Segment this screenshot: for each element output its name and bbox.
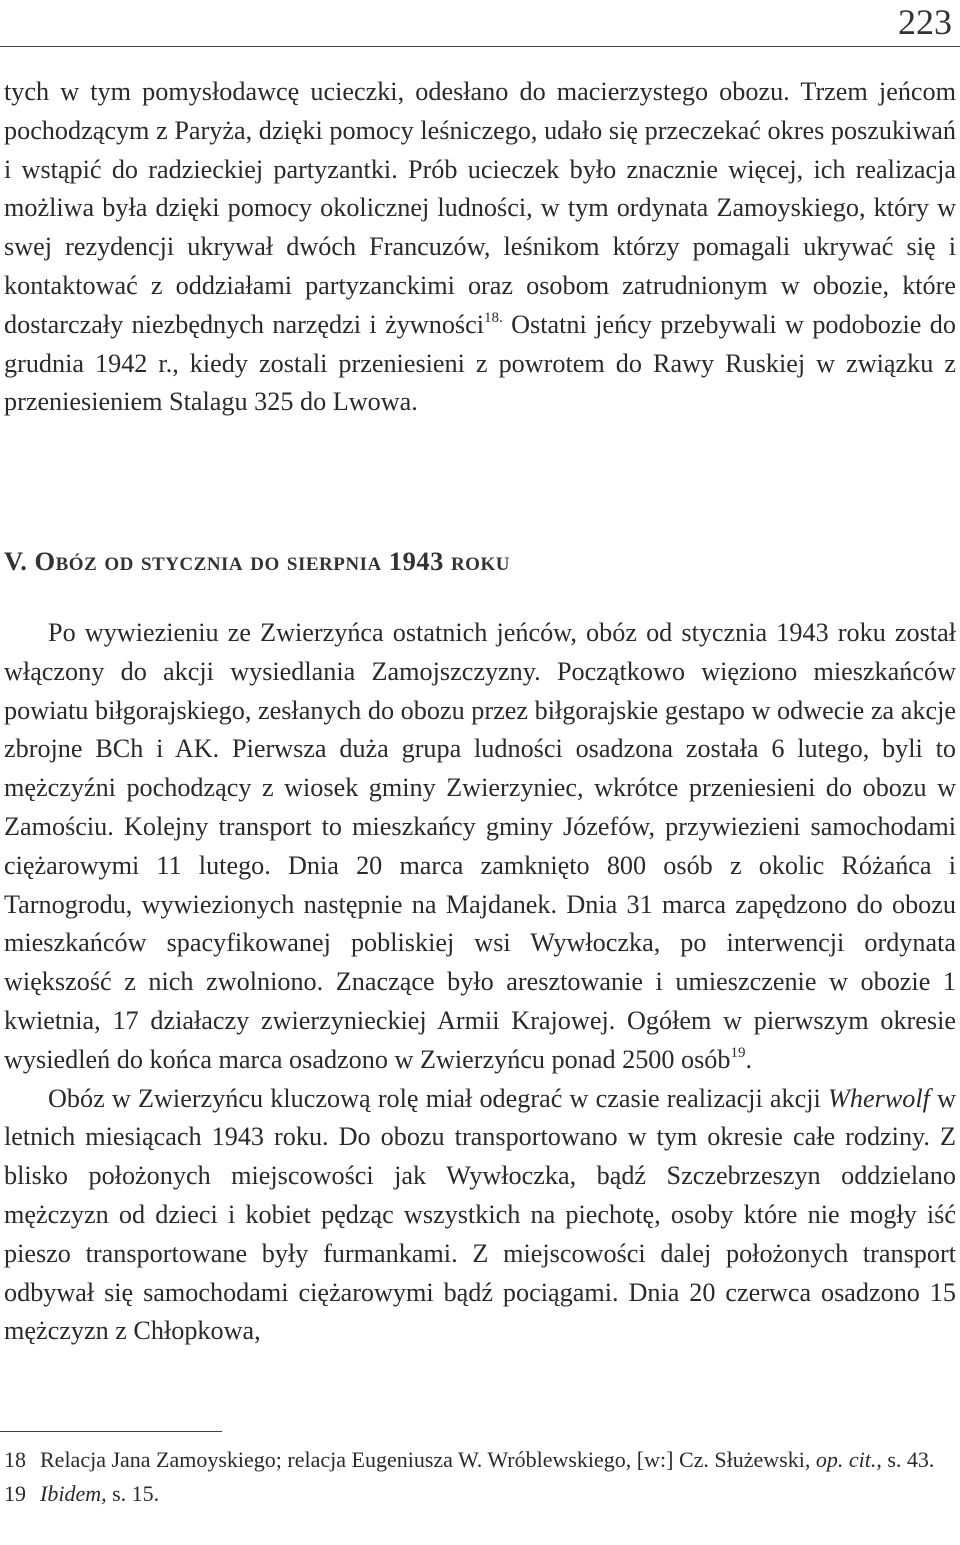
main-paragraph-2-italic-term: Wherwolf	[828, 1083, 930, 1113]
footnote-body: Relacja Jana Zamoyskiego; relacja Eugeniusza W. Wróblewskiego, [w:] Cz. Służewski,	[40, 1447, 816, 1472]
footnote-suffix: , s. 15.	[101, 1481, 160, 1506]
main-paragraph-2	[4, 1080, 956, 1352]
main-text-block	[4, 614, 956, 1351]
intro-paragraph-block	[4, 73, 956, 422]
main-paragraph-1-text: Po wywiezieniu ze Zwierzyńca ostatnich jeńców, obóz od stycznia 1943 roku został włączony do akcji wysiedlania Zamojszczyzny. Początkowo więziono mieszkańców powiatu biłgorajskiego, zesłanych do obozu przez biłgorajskie gestapo w odwecie za akcje zbrojne BCh i AK. Pierwsza duża grupa ludności osadzona została 6 lutego, byli to mężczyźni pochodzący z wiosek gminy Zwierzyniec, wkrótce przeniesieni do obozu w Zamościu. Kolejny transport to mieszkańcy gminy Józefów, przywiezieni samochodami ciężarowymi 11 lutego. Dnia 20 marca zamknięto 800 osób z okolic Różańca i Tarnogrodu, wywiezionych następnie na Majdanek. Dnia 31 marca zapędzono do obozu mieszkańców spacyfikowanej pobliskiej wsi Wywłoczka, po interwencji ordynata większość z nich zwolniono. Znaczące było aresztowanie i umieszczenie w obozie 1 kwietnia, 17 działaczy zwierzynieckiej Armii Krajowej. Ogółem w pierwszym okresie wysiedleń do końca marca osadzono w Zwierzyńcu ponad 2500 osób	[4, 618, 956, 1074]
main-paragraph-2-start: Obóz w Zwierzyńcu kluczową rolę miał odegrać w czasie realizacji akcji	[48, 1083, 829, 1113]
footnotes	[4, 1443, 956, 1511]
footnote-rule	[0, 1431, 222, 1432]
footnote-number: 18	[4, 1447, 26, 1472]
footnote-ref-19[interactable]: 19	[730, 1044, 746, 1061]
main-paragraph-1-end: .	[745, 1044, 753, 1074]
footnote-19	[4, 1477, 956, 1511]
intro-paragraph	[4, 73, 956, 422]
footnote-suffix: , s. 43.	[876, 1447, 935, 1472]
intro-paragraph-text-continued: Ostatni jeńcy przebywali w podobozie do grudnia 1942 r., kiedy zostali przeniesieni z powrotem do Rawy Ruskiej w związku z przeniesieniem Stalagu 325 do Lwowa.	[4, 309, 956, 417]
main-paragraph-1	[4, 614, 956, 1080]
footnote-18	[4, 1443, 956, 1477]
intro-paragraph-text: tych w tym pomysłodawcę ucieczki, odesłano do macierzystego obozu. Trzem jeńcom pochodzącym z Paryża, dzięki pomocy leśniczego, udało się przeczekać okres poszukiwań i wstąpić do radzieckiej partyzantki. Prób ucieczek było znacznie więcej, ich realizacja możliwa była dzięki pomocy okolicznej ludności, w tym ordynata Zamoyskiego, który w swej rezydencji ukrywał dwóch Francuzów, leśnikom którzy pomagali ukrywać się i kontaktować z oddziałami partyzanckimi oraz osobom zatrudnionym w obozie, które dostarczały niezbędnych narzędzi i żywności	[4, 77, 956, 339]
footnote-text	[40, 1443, 956, 1477]
section-heading: V. Obóz od stycznia do sierpnia 1943 roku	[4, 546, 510, 576]
footnote-number: 19	[4, 1481, 26, 1506]
main-paragraph-2-rest: w letnich miesiącach 1943 roku. Do obozu transportowano w tym okresie całe rodziny. Z blisko położonych miejscowości jak Wywłoczka, bądź Szczebrzeszyn oddzielano mężczyzn od dzieci i kobiet pędząc wszystkich na piechotę, osoby które nie mogły iść pieszo transportowane były furmankami. Z miejscowości dalej położonych transport odbywał się samochodami ciężarowymi bądź pociągami. Dnia 20 czerwca osadzono 15 mężczyzn z Chłopkowa,	[4, 1083, 956, 1346]
page-number: 223	[898, 2, 952, 42]
footnote-italic: op. cit.	[815, 1447, 877, 1472]
footnote-italic: Ibidem	[40, 1481, 102, 1506]
header-rule	[0, 46, 960, 47]
footnote-text	[40, 1477, 956, 1511]
footnote-ref-18[interactable]: 18.	[484, 309, 503, 326]
